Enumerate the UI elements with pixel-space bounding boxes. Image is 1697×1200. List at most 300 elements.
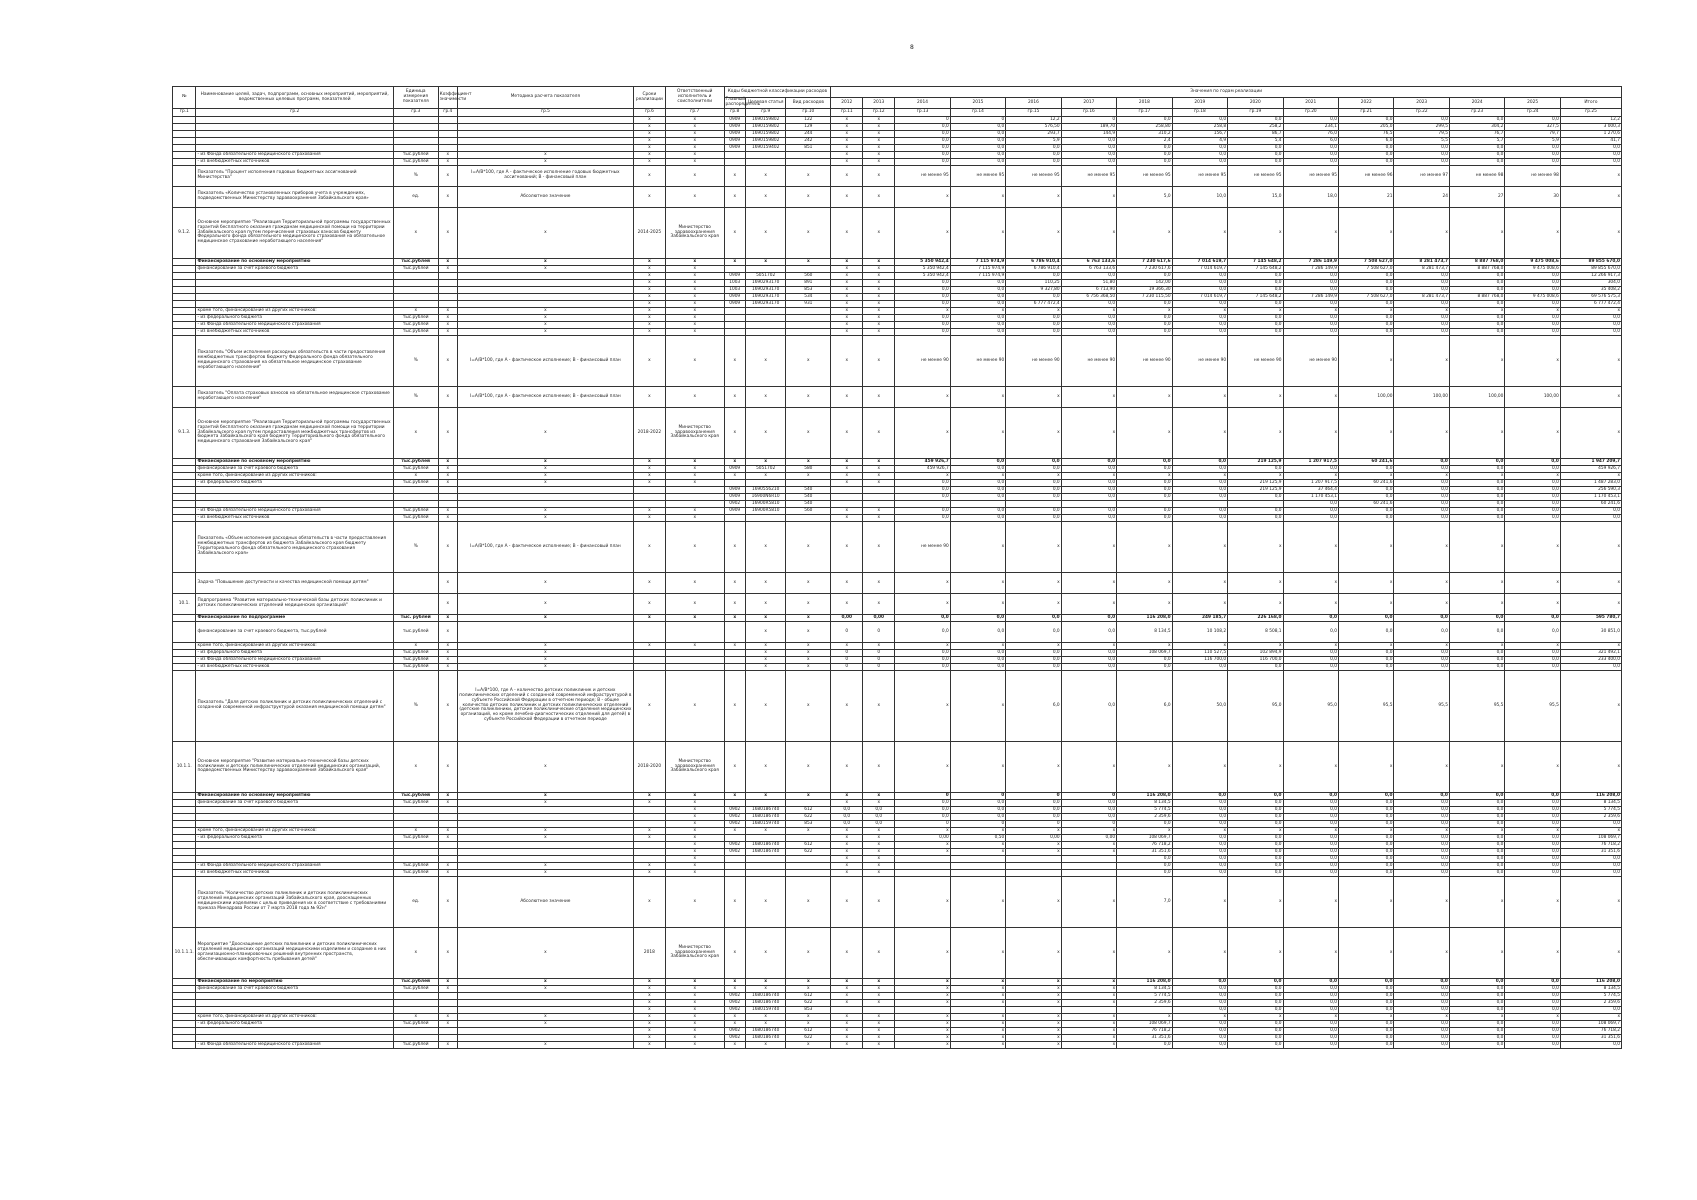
row-value-year: х (831, 138, 863, 145)
row-value-year: 7 230 617,6 (1117, 259, 1172, 266)
row-code-target: 1690293170 (745, 287, 786, 294)
row-value-year: 0,0 (1283, 800, 1338, 807)
row-value-year: 89 855 670,0 (1560, 266, 1621, 273)
row-number: 10.1. (173, 594, 196, 615)
row-unit (393, 1007, 438, 1014)
row-value-year (950, 1007, 1005, 1014)
row-value-year: 0 (895, 821, 950, 828)
row-name: - из Фонда обязательного медицинского страхования (196, 508, 393, 515)
row-value-year: 0,0 (1006, 273, 1061, 280)
row-coefficient: х (438, 166, 457, 187)
row-name: - из Фонда обязательного медицинского страхования (196, 657, 393, 664)
row-value-year (950, 870, 1005, 877)
row-responsible: х (665, 979, 724, 986)
row-responsible: х (665, 821, 724, 828)
row-term: х (633, 266, 665, 273)
row-unit: тыс.рублей (393, 480, 438, 487)
row-value-year: х (1283, 928, 1338, 979)
row-responsible: х (665, 828, 724, 835)
row-value-year: 0,0 (1449, 664, 1504, 671)
table-row (173, 315, 1622, 322)
column-number: гр.25 (1560, 109, 1621, 117)
row-value-year: 1 170 453,1 (1560, 494, 1621, 501)
row-code-main: х (724, 793, 745, 800)
row-value-year: 0,0 (1283, 1007, 1338, 1014)
row-responsible: х (665, 1000, 724, 1007)
row-value-year: 0,0 (1006, 508, 1061, 515)
row-value-year: х (863, 877, 895, 928)
row-value-year: х (831, 459, 863, 466)
row-value-year: 0,0 (1283, 664, 1338, 671)
row-value-year: 0,0 (1394, 863, 1449, 870)
row-code-target: х (745, 473, 786, 480)
table-row (173, 259, 1622, 266)
row-value-year: х (831, 187, 863, 208)
row-code-main (724, 835, 745, 842)
row-value-year: 0,0 (1283, 849, 1338, 856)
row-code-target: 5051702 (745, 466, 786, 473)
row-name: финансирование за счет краевого бюджета (196, 800, 393, 807)
row-value-year: х (831, 152, 863, 159)
row-number (173, 494, 196, 501)
row-value-year: 0,0 (1228, 993, 1283, 1000)
row-responsible (665, 664, 724, 671)
row-value-year: 116 208,0 (1117, 615, 1172, 622)
table-row (173, 487, 1622, 494)
row-value-year: 0,0 (1117, 1042, 1172, 1049)
row-value-year: х (1505, 1014, 1560, 1021)
row-responsible: х (665, 117, 724, 124)
row-value-year (950, 863, 1005, 870)
table-row (173, 124, 1622, 131)
row-value-year: 0,0 (950, 138, 1005, 145)
row-value-year: х (1117, 742, 1172, 793)
row-responsible (665, 487, 724, 494)
row-code-type (786, 835, 831, 842)
row-method: х (457, 928, 633, 979)
row-value-year: х (1117, 522, 1172, 573)
row-value-year: 0,0 (1117, 315, 1172, 322)
row-term: х (633, 459, 665, 466)
row-value-year: 6 786 910,4 (1006, 259, 1061, 266)
row-value-year: 0,0 (1117, 301, 1172, 308)
row-value-year: 0,0 (1228, 870, 1283, 877)
row-value-year: х (1560, 187, 1621, 208)
row-value-year: 0,0 (1505, 494, 1560, 501)
row-value-year: 0,0 (1172, 159, 1227, 166)
column-number: гр.6 (633, 109, 665, 117)
row-number (173, 480, 196, 487)
row-term: х (633, 877, 665, 928)
row-value-year: 0,0 (1172, 329, 1227, 336)
row-value-year: х (1449, 643, 1504, 650)
row-code-target (745, 800, 786, 807)
row-value-year: 0,0 (1061, 615, 1116, 622)
row-name: Основное мероприятие "Реализация Территориальной программы государственных гарантий бесплатного оказания гражданам медицинской помощи на территории Забайкальского края путем перечисления страховых взносов бюджету Федерального фонда обязательного медицинского страхования на обязательное медицинское страхование неработающего населения" (196, 208, 393, 259)
row-term: х (633, 159, 665, 166)
row-value-year: 0,0 (1339, 515, 1394, 522)
row-responsible: х (665, 870, 724, 877)
row-value-year: 0,00 (895, 835, 950, 842)
row-value-year: х (831, 387, 863, 408)
row-value-year: х (1505, 336, 1560, 387)
row-value-year: 0,0 (1505, 1035, 1560, 1042)
table-row (173, 1007, 1622, 1014)
row-code-target: х (745, 522, 786, 573)
row-value-year: 5,5 (1394, 138, 1449, 145)
row-value-year: 18,0 (1283, 187, 1338, 208)
row-code-type: х (786, 928, 831, 979)
row-unit: тыс.рублей (393, 322, 438, 329)
table-row (173, 166, 1622, 187)
row-value-year: х (831, 1000, 863, 1007)
row-coefficient: х (438, 800, 457, 807)
row-value-year: х (1449, 308, 1504, 315)
row-value-year: х (895, 408, 950, 459)
row-value-year: не менее 95 (1172, 166, 1227, 187)
row-value-year: 0,0 (1228, 821, 1283, 828)
row-coefficient (438, 280, 457, 287)
row-unit: тыс.рублей (393, 800, 438, 807)
row-value-year: х (1006, 1014, 1061, 1021)
row-unit: х (393, 208, 438, 259)
row-value-year: х (1228, 1014, 1283, 1021)
row-value-year (895, 501, 950, 508)
row-value-year: 0,0 (1228, 793, 1283, 800)
row-value-year: х (950, 877, 1005, 928)
row-value-year: х (1228, 473, 1283, 480)
row-value-year: х (1505, 594, 1560, 615)
row-value-year: х (1339, 1014, 1394, 1021)
row-number (173, 159, 196, 166)
row-name: финансирование за счет краевого бюджета (196, 466, 393, 473)
row-coefficient (438, 814, 457, 821)
row-value-year: 0,0 (895, 814, 950, 821)
row-value-year: 0,0 (1505, 501, 1560, 508)
row-term: х (633, 466, 665, 473)
row-value-year: 0,0 (1339, 1007, 1394, 1014)
row-value-year: х (1172, 643, 1227, 650)
row-value-year: х (1006, 928, 1061, 979)
row-value-year: 0,0 (1394, 480, 1449, 487)
column-number: гр.4 (438, 109, 457, 117)
row-method: х (457, 573, 633, 594)
row-coefficient: х (438, 208, 457, 259)
row-value-year: х (1117, 308, 1172, 315)
row-value-year: х (863, 849, 895, 856)
row-responsible: х (665, 842, 724, 849)
row-method: х (457, 742, 633, 793)
row-value-year: 0,0 (1228, 159, 1283, 166)
table-row (173, 856, 1622, 863)
column-number: гр.5 (457, 109, 633, 117)
row-value-year: 0,0 (1172, 863, 1227, 870)
row-value-year: 0,0 (1449, 849, 1504, 856)
table-row (173, 742, 1622, 793)
row-code-target: х (745, 828, 786, 835)
row-value-year: х (1339, 594, 1394, 615)
row-value-year: 459 926,7 (1560, 466, 1621, 473)
row-value-year: 0,0 (1283, 301, 1338, 308)
row-value-year: 0,0 (1228, 814, 1283, 821)
row-method (457, 622, 633, 643)
row-value-year: 0,0 (1228, 322, 1283, 329)
column-number: гр.8 (724, 109, 745, 117)
row-value-year: х (950, 522, 1005, 573)
row-value-year: 0,0 (1339, 615, 1394, 622)
row-code-target: х (745, 208, 786, 259)
row-value-year: х (1339, 928, 1394, 979)
table-row (173, 807, 1622, 814)
row-value-year: х (863, 166, 895, 187)
row-code-type (786, 800, 831, 807)
row-value-year: 76,0 (1283, 131, 1338, 138)
row-value-year: 0,0 (1339, 807, 1394, 814)
row-term: х (633, 1014, 665, 1021)
row-value-year: 95,5 (1449, 671, 1504, 742)
row-value-year (863, 487, 895, 494)
row-value-year: 0,0 (950, 322, 1005, 329)
row-name: кроме того, финансирование из других источников: (196, 473, 393, 480)
row-value-year: х (1449, 522, 1504, 573)
row-value-year: 7 230 115,50 (1117, 294, 1172, 301)
row-name (196, 145, 393, 152)
row-value-year: х (950, 979, 1005, 986)
row-term (633, 487, 665, 494)
row-value-year: 0,0 (1172, 117, 1227, 124)
row-method: I=A/B*100, где А - фактическое исполнение; В - финансовый план (457, 522, 633, 573)
table-row (173, 294, 1622, 301)
row-code-type: 612 (786, 842, 831, 849)
row-code-type: х (786, 522, 831, 573)
row-value-year: х (1228, 573, 1283, 594)
row-code-target: х (745, 1021, 786, 1028)
row-value-year: 0,0 (1505, 280, 1560, 287)
row-coefficient: х (438, 459, 457, 466)
row-coefficient: х (438, 615, 457, 622)
row-value-year: х (1560, 643, 1621, 650)
row-coefficient (438, 993, 457, 1000)
row-value-year: 0,0 (1449, 508, 1504, 515)
row-value-year: 0,0 (895, 657, 950, 664)
row-code-main: 0909 (724, 301, 745, 308)
row-value-year: 0,0 (1117, 494, 1172, 501)
row-term: х (633, 594, 665, 615)
row-name: - из федерального бюджета (196, 315, 393, 322)
row-value-year: х (1117, 928, 1172, 979)
row-value-year: х (863, 594, 895, 615)
row-value-year: 0,0 (1449, 515, 1504, 522)
row-number (173, 870, 196, 877)
table-row (173, 466, 1622, 473)
row-code-target: 1690159802 (745, 131, 786, 138)
header-coefficient: Коэффициент значимости (438, 87, 457, 109)
row-name: Задача "Повышение доступности и качества медицинской помощи детям" (196, 573, 393, 594)
row-value-year: 0,0 (1339, 650, 1394, 657)
row-responsible: х (665, 835, 724, 842)
row-unit: тыс.рублей (393, 622, 438, 643)
row-code-main: 0909 (724, 124, 745, 131)
row-value-year: 0,0 (1283, 322, 1338, 329)
row-unit (393, 117, 438, 124)
row-code-type: х (786, 166, 831, 187)
row-unit: тыс.рублей (393, 863, 438, 870)
column-number: гр.20 (1283, 109, 1338, 117)
row-value-year: 8 134,5 (1117, 800, 1172, 807)
row-value-year: 0,0 (1449, 793, 1504, 800)
row-value-year: 8 281 473,7 (1394, 259, 1449, 266)
row-method (457, 494, 633, 501)
row-value-year: 0,0 (1283, 842, 1338, 849)
header-year-3: 2015 (950, 98, 1005, 109)
row-value-year: 233 400,0 (1560, 657, 1621, 664)
row-value-year: 41,7 (1560, 138, 1621, 145)
row-value-year: 0,0 (1228, 287, 1283, 294)
row-method: х (457, 657, 633, 664)
row-value-year: 0,0 (1283, 657, 1338, 664)
row-value-year: х (1339, 308, 1394, 315)
row-coefficient: х (438, 835, 457, 842)
row-value-year: х (863, 159, 895, 166)
row-value-year: 459 926,7 (895, 459, 950, 466)
row-code-type (786, 308, 831, 315)
row-responsible (665, 501, 724, 508)
row-code-main: х (724, 259, 745, 266)
row-value-year: 0,0 (1283, 1021, 1338, 1028)
row-coefficient (438, 821, 457, 828)
row-coefficient: х (438, 336, 457, 387)
row-coefficient (438, 138, 457, 145)
row-value-year: 100,00 (1394, 387, 1449, 408)
row-code-type: х (786, 473, 831, 480)
row-value-year: 0,0 (950, 508, 1005, 515)
row-value-year: 0,0 (1006, 329, 1061, 336)
row-number: 10.1.1.1. (173, 928, 196, 979)
row-value-year: 0,0 (1339, 287, 1394, 294)
row-coefficient: х (438, 473, 457, 480)
row-value-year: 95,5 (1339, 671, 1394, 742)
row-value-year: 0,0 (1505, 800, 1560, 807)
row-value-year: 0,0 (1172, 1021, 1227, 1028)
row-coefficient (438, 294, 457, 301)
row-value-year: 0,0 (895, 280, 950, 287)
row-value-year: 12,2 (1560, 117, 1621, 124)
row-number (173, 501, 196, 508)
row-value-year: х (863, 1000, 895, 1007)
row-coefficient (438, 117, 457, 124)
row-value-year: 0,0 (1228, 986, 1283, 993)
row-method: х (457, 1042, 633, 1049)
row-value-year: х (831, 863, 863, 870)
row-value-year: 0,0 (1061, 466, 1116, 473)
row-value-year: 0,0 (1172, 1000, 1227, 1007)
column-number: гр.23 (1449, 109, 1504, 117)
row-method (457, 117, 633, 124)
header-code-1: Целевая статья (745, 98, 786, 109)
row-unit (393, 573, 438, 594)
row-code-target (745, 835, 786, 842)
column-number: гр.12 (863, 109, 895, 117)
row-value-year: 0,0 (1283, 615, 1338, 622)
row-value-year: 0,0 (1117, 657, 1172, 664)
column-number: гр.18 (1172, 109, 1227, 117)
row-responsible: х (665, 993, 724, 1000)
row-term (633, 622, 665, 643)
row-name (196, 117, 393, 124)
row-method: х (457, 308, 633, 315)
column-number: гр.11 (831, 109, 863, 117)
row-value-year: х (863, 459, 895, 466)
row-code-target: х (745, 650, 786, 657)
row-name (196, 501, 393, 508)
row-coefficient (438, 131, 457, 138)
row-value-year: 0,0 (1505, 1021, 1560, 1028)
row-value-year: 0,0 (863, 821, 895, 828)
row-value-year: х (1172, 1014, 1227, 1021)
row-value-year: 0,0 (1061, 322, 1116, 329)
row-unit: тыс.рублей (393, 1021, 438, 1028)
row-code-main (724, 664, 745, 671)
row-value-year: 0,0 (895, 329, 950, 336)
row-value-year: х (950, 993, 1005, 1000)
row-unit (393, 487, 438, 494)
row-name: Финансирование по основному мероприятию (196, 793, 393, 800)
row-code-main: 0909 (724, 508, 745, 515)
row-value-year: х (1394, 336, 1449, 387)
row-value-year: 0,0 (1117, 515, 1172, 522)
row-name: Показатель «Количество установленных приборов учета в учреждениях, подведомственных Министерству здравоохранения Забайкальского края» (196, 187, 393, 208)
row-code-main (724, 800, 745, 807)
row-value-year: 226 168,0 (1228, 615, 1283, 622)
row-method: х (457, 835, 633, 842)
row-value-year: не менее 95 (1283, 166, 1338, 187)
row-value-year: 0,0 (1228, 979, 1283, 986)
row-value-year: 12,2 (1006, 117, 1061, 124)
row-value-year: 6 786 910,4 (1006, 266, 1061, 273)
row-value-year: х (831, 793, 863, 800)
row-value-year (895, 1007, 950, 1014)
row-code-type: 853 (786, 287, 831, 294)
row-value-year: 8 134,5 (1560, 800, 1621, 807)
row-value-year: 0,0 (895, 615, 950, 622)
row-value-year: 86,7 (1228, 131, 1283, 138)
row-value-year: х (831, 480, 863, 487)
row-value-year: 0,0 (1283, 1035, 1338, 1042)
row-code-main: 1003 (724, 280, 745, 287)
row-code-main: х (724, 208, 745, 259)
row-value-year: х (1006, 573, 1061, 594)
row-code-main: х (724, 1042, 745, 1049)
row-value-year (831, 494, 863, 501)
row-code-main: х (724, 643, 745, 650)
row-term: х (633, 287, 665, 294)
row-number (173, 308, 196, 315)
row-code-target: 5051702 (745, 273, 786, 280)
row-code-type: х (786, 615, 831, 622)
row-term: х (633, 573, 665, 594)
row-value-year: х (863, 643, 895, 650)
row-value-year: 0,0 (1394, 807, 1449, 814)
row-name: - из внебюджетных источников (196, 159, 393, 166)
row-value-year: х (1449, 408, 1504, 459)
row-value-year: х (863, 117, 895, 124)
column-number: гр.22 (1394, 109, 1449, 117)
row-value-year: 0,0 (1006, 615, 1061, 622)
row-value-year: 0,0 (1172, 152, 1227, 159)
row-value-year: 0,0 (1560, 159, 1621, 166)
column-number: гр.14 (950, 109, 1005, 117)
row-value-year: 0,0 (1394, 821, 1449, 828)
